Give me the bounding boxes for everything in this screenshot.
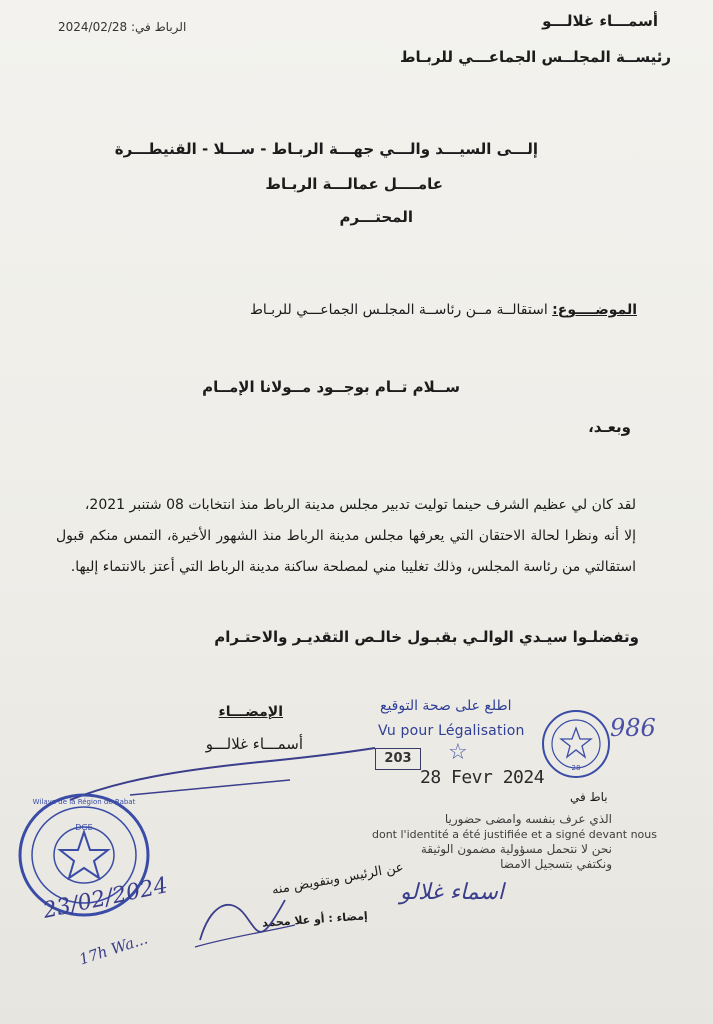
handwritten-date: 23/02/2024 (40, 873, 171, 924)
legalisation-line-2: dont l'identité a été justifiée et a signé devant nous (372, 828, 657, 841)
author-title: رئيســة المجلــس الجماعـــي للربـاط (399, 48, 671, 66)
legalisation-rabat: باط في (570, 790, 608, 804)
signature-name: أسمـــاء غلالـــو (205, 735, 303, 753)
round-seal-center: 28 (571, 764, 581, 772)
addressee-line-3: المحتـــرم (339, 208, 413, 226)
legalisation-french-header: Vu pour Légalisation (378, 723, 525, 739)
closing-line: وتفضلـوا سيـدي الوالـي بقبـول خالـص التقديـر والاحتـرام (214, 628, 639, 646)
subject-line (250, 302, 637, 318)
handwritten-number: 986 (610, 714, 656, 742)
legalisation-line-1: الذي عرف بنفسه وامضى حضوريا (444, 812, 612, 826)
author-name: أسمـــاء غلالـــو (542, 12, 658, 30)
letter-body (56, 490, 636, 583)
legalisation-line-4: ونكتفي بتسجيل الامضا (500, 857, 612, 871)
delegate-line: عن الرئيس وبتفويض منه (270, 860, 405, 899)
legalisation-arabic-header: اطلع على صحة التوقيع (380, 698, 512, 714)
body-paragraph-1: لقد كان لي عظيم الشرف حينما توليت تدبير مجلس مدينة الرباط منذ انتخابات 08 شتنبر 2021، (84, 497, 636, 513)
date-line: الرباط في: 2024/02/28 (58, 20, 187, 34)
legalisation-text (372, 812, 657, 872)
handwritten-note: 17h Wa... (76, 929, 150, 969)
subject-label: الموضــــوع: (552, 302, 637, 318)
signature-label: الإمضـــاء (218, 704, 283, 720)
delegate-signatory: إمضاء : أو علا محمد (261, 909, 369, 930)
legalisation-date: 28 Fevr 2024 (420, 767, 545, 788)
addressee-line-1: إلـــى السيـــد والـــي جهـــة الربـاط - ســـلا - القنيطـــرة (114, 140, 538, 158)
legalisation-number: 203 (375, 748, 421, 770)
wilaya-seal-text: Wilaya de la Région de Rabat (32, 798, 136, 806)
legalisation-line-3: نحن لا نتحمل مسؤولية مضمون الوثيقة (420, 842, 612, 856)
addressee-line-2: عامــــل عمالـــة الربـاط (265, 175, 443, 193)
delegate-signature-icon (190, 885, 300, 955)
subject-text: استقالــة مــن رئاســة المجلـس الجماعـــي للربـاط (249, 302, 553, 318)
wilaya-seal-center: DGE (75, 823, 93, 832)
legalisation-handwritten-name: اسماء غلالو (400, 880, 505, 905)
star-icon: ☆ (448, 740, 468, 765)
wabad: وبعـد، (588, 418, 631, 436)
greeting: ســلام تــام بوجــود مــولانا الإمــام (202, 378, 460, 396)
body-paragraph-2: إلا أنه ونظرا لحالة الاحتقان التي يعرفها مجلس مدينة الرباط منذ الشهور الأخيرة، التمس منكم قبول استقالتي من رئاسة المجلس، وذلك تغليبا مني لمصلحة ساكنة مدينة الرباط التي أعتز بالانتماء إليها. (56, 528, 636, 575)
round-seal-icon (540, 708, 612, 780)
